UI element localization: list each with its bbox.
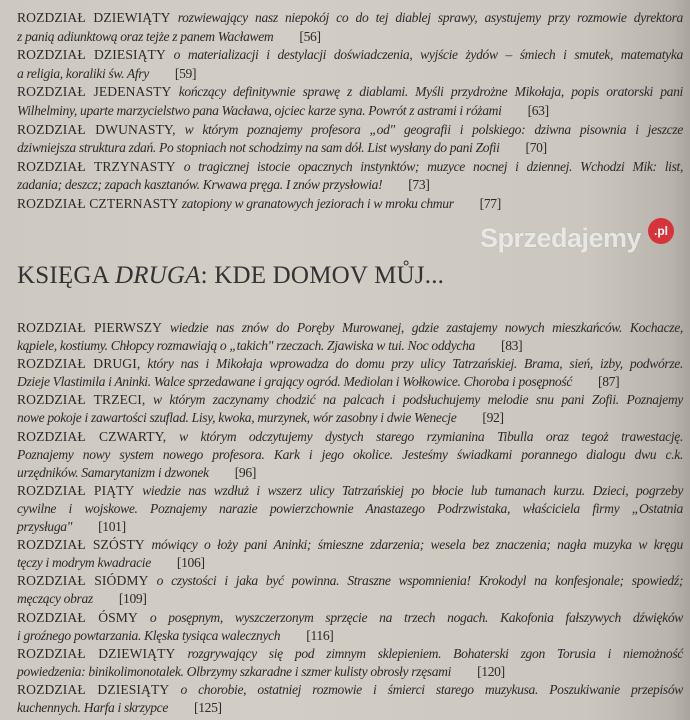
toc-entry <box>17 482 683 536</box>
page-number: [56] <box>299 28 321 44</box>
chapter-title: ROZDZIAŁ TRZYNASTY <box>17 158 176 174</box>
chapter-title: ROZDZIAŁ DRUGI, <box>17 356 141 372</box>
page-number: [73] <box>408 177 430 193</box>
toc-line <box>17 590 683 608</box>
toc-line <box>17 121 683 140</box>
toc-entry <box>17 609 683 645</box>
toc-line <box>17 355 683 373</box>
toc-line <box>17 46 683 65</box>
page-number: [125] <box>194 699 222 715</box>
chapter-description: rozwiewający nasz niepokój co do tej diablej sprawy, asystujemy przy rozmowie dyrektora <box>177 10 683 25</box>
page-number: [92] <box>482 410 504 426</box>
page-number: [70] <box>525 140 547 156</box>
chapter-title: ROZDZIAŁ PIERWSZY <box>17 320 163 335</box>
chapter-description: zatopiony w granatowych jeziorach i w mroku chmur <box>181 195 454 211</box>
toc-line <box>17 102 683 121</box>
chapter-title: ROZDZIAŁ CZTERNASTY <box>17 195 179 211</box>
chapter-description: powiedzenia: binikolimonotalek. Olbrzymy szkaradne i szmer kulisty obrosły rzęsami <box>17 663 452 679</box>
toc-entry <box>17 428 683 482</box>
toc-entry <box>17 355 683 391</box>
chapter-description: o tragicznej istocie opacznych instynktów; muzyce nocnej i dziennej. Wchodzi Mik: list, <box>183 158 683 174</box>
toc-line <box>17 536 683 554</box>
chapter-description: przysługa" <box>17 519 73 535</box>
toc-line <box>17 28 683 47</box>
toc-entry <box>17 83 683 120</box>
chapter-description: a religia, koraliki św. Afry <box>17 65 149 81</box>
chapter-title: ROZDZIAŁ DZIEWIĄTY <box>17 10 171 25</box>
chapter-title: ROZDZIAŁ PIĄTY <box>17 482 135 498</box>
toc-entry <box>17 158 683 195</box>
chapter-title: ROZDZIAŁ ÓSMY <box>17 609 138 625</box>
chapter-description: dziwniejsza struktura zdań. Po stopniach not schodzimy na sam dół. List wysłany do pani Zofii <box>17 140 500 156</box>
toc-line <box>17 65 683 84</box>
page-number: [101] <box>98 519 126 535</box>
toc-line <box>17 446 683 464</box>
toc-line <box>17 319 683 337</box>
chapter-description: mówiący o łoży pani Aninki; śmieszne zdarzenia; wesela bez znaczenia; nagła muzyka w kręgu <box>151 537 683 553</box>
chapter-title: ROZDZIAŁ DZIEWIĄTY <box>17 645 176 661</box>
chapter-description: wiedzie nas znów do Poręby Murowanej, gdzie zastajemy nowych mieszkańców. Kochacze, <box>169 320 683 335</box>
chapter-description: w którym zaczynamy chodzić na palcach i podsłuchujemy melodie snu pani Zofii. Poznajemy <box>153 392 683 408</box>
chapter-description: i groźnego powtarzania. Klęska tysiąca walecznych <box>17 627 281 643</box>
toc-line <box>17 482 683 500</box>
toc-line <box>17 373 683 391</box>
chapter-title: ROZDZIAŁ CZWARTY, <box>17 428 167 444</box>
chapter-description: w którym odczytujemy dystych starego rzymianina Tibulla oraz tegoż trawestację. <box>179 428 683 444</box>
toc-line <box>17 663 683 681</box>
toc-entry <box>17 121 683 158</box>
chapter-description: kończący definitywnie sprawę z diablami. Myśli przydrożne Mikołaja, popis oratorski pani <box>178 84 683 100</box>
chapter-description: cywilne i wojskowe. Poznajemy narazie powierzchownie Anastazego Podrzwistaka, właściciela firmy „Ostatnia <box>17 500 683 516</box>
contents-list-part1 <box>17 9 683 214</box>
page-number: [106] <box>176 555 205 571</box>
toc-entry <box>17 681 683 717</box>
chapter-description: wiedzie nas wzdłuż i wszerz ulicy Tatrzańskiej po błocie lub tumanach kurzu. Dzieci, pogrzeby <box>142 482 683 498</box>
page-number: [120] <box>477 663 505 679</box>
toc-line <box>17 337 683 355</box>
toc-line <box>17 572 683 590</box>
toc-line <box>17 518 683 536</box>
toc-line <box>17 83 683 102</box>
heading-italic: DRUGA <box>114 262 201 289</box>
page-number: [59] <box>174 65 197 81</box>
toc-line <box>17 391 683 409</box>
toc-line <box>17 645 683 663</box>
watermark-badge: .pl <box>648 218 674 244</box>
toc-line <box>17 409 683 427</box>
chapter-description: zadania; deszcz; zapach kasztanów. Krwawa pręga. I znów przysłowia! <box>17 177 383 193</box>
page-number: [109] <box>118 591 147 607</box>
heading-rest: : KDE DOMOV MŮJ... <box>200 262 445 289</box>
chapter-title: ROZDZIAŁ DZIESIĄTY <box>17 47 166 63</box>
toc-line <box>17 139 683 158</box>
chapter-description: Dzieje Vlastimila i Aninki. Walce sprzedawane i grający ogród. Mediolan i Wołkowice. Choroba i posępność <box>17 374 573 390</box>
page-number: [77] <box>479 195 501 211</box>
heading-word: KSIĘGA <box>17 262 115 289</box>
page-number: [87] <box>598 374 620 390</box>
chapter-description: urzędników. Samarytanizm i dzwonek <box>17 464 209 480</box>
page-number: [116] <box>306 627 334 643</box>
chapter-title: ROZDZIAŁ DZIESIĄTY <box>17 681 170 697</box>
toc-line <box>17 699 683 717</box>
toc-line <box>17 9 683 28</box>
chapter-description: o czystości i jaka być powinna. Straszne wspomnienia! Krokodyl na konfesjonale; spowiedź; <box>156 573 683 589</box>
chapter-title: ROZDZIAŁ SZÓSTY <box>17 537 145 553</box>
toc-entry <box>17 536 683 572</box>
toc-entry <box>17 46 683 83</box>
chapter-description: kuchennych. Harfa i skrzypce <box>17 699 169 715</box>
chapter-title: ROZDZIAŁ SIÓDMY <box>17 573 149 589</box>
toc-line <box>17 195 683 214</box>
chapter-description: nowe pokoje i zawartości szuflad. Lisy, kwoka, murzynek, wór zasobny i dwie Wenecje <box>17 410 457 426</box>
watermark-logo: Sprzedajemy <box>480 223 642 253</box>
toc-line <box>17 681 683 699</box>
toc-line <box>17 500 683 518</box>
chapter-title: ROZDZIAŁ JEDENASTY <box>17 84 172 100</box>
contents-list-part2 <box>17 319 683 717</box>
toc-entry <box>17 645 683 681</box>
chapter-description: z panią adiunktową oraz tejże z panem Wacławem <box>17 28 274 44</box>
chapter-description: o chorobie, ostatniej rozmowie i śmierci starego muzykusa. Poszukiwanie przepisów <box>180 681 683 697</box>
chapter-description: rozgrywający się pod zimnym sklepieniem. Bohaterski zgon Torusia i niemożność <box>187 645 683 661</box>
toc-line <box>17 554 683 572</box>
chapter-description: o materializacji i destylacji doświadczenia, wyjście żydów – śmiech i smutek, matematyka <box>173 47 683 63</box>
toc-line <box>17 176 683 195</box>
chapter-description: Wilhelminy, uparte marzycielstwo pana Wacława, ojciec karze syna. Powrót z astrami i różami <box>17 102 502 118</box>
chapter-description: o posępnym, wyszczerzonym sprzęcie na trzech nogach. Kakofonia fałszywych dźwięków <box>149 609 683 625</box>
chapter-description: kąpiele, kostiumy. Chłopcy rozmawiają o „takich" rzeczach. Zjawiska w tui. Noc oddycha <box>17 338 476 354</box>
page-number: [96] <box>234 464 256 480</box>
chapter-description: męczący obraz <box>17 591 93 607</box>
toc-entry <box>17 195 683 214</box>
chapter-title: ROZDZIAŁ DWUNASTY, <box>17 121 176 137</box>
toc-line <box>17 428 683 446</box>
page-number: [63] <box>527 102 549 118</box>
chapter-description: tęczy i modrym kwadracie <box>17 555 151 571</box>
chapter-title: ROZDZIAŁ TRZECI, <box>17 392 146 408</box>
toc-entry <box>17 572 683 608</box>
toc-line <box>17 627 683 645</box>
toc-line <box>17 609 683 627</box>
toc-line <box>17 464 683 482</box>
chapter-description: który nas i Mikołaja wprowadza do domu przy ulicy Tatrzańskiej. Brama, sień, izby, podwórze. <box>147 356 684 372</box>
page-number: [83] <box>501 338 523 354</box>
section-heading <box>17 262 444 290</box>
toc-line <box>17 158 683 177</box>
toc-entry <box>17 9 683 46</box>
toc-entry <box>17 391 683 427</box>
toc-entry <box>17 319 683 355</box>
chapter-description: w którym poznajemy profesora „od" geografii i polskiego: dziwna pisownia i jeszcze <box>184 121 683 137</box>
chapter-description: Poznajemy nowy system nowego profesora. Kark i jego okolice. Jesteśmy świadkami porannego dialogu dwu c.k. <box>17 446 683 462</box>
